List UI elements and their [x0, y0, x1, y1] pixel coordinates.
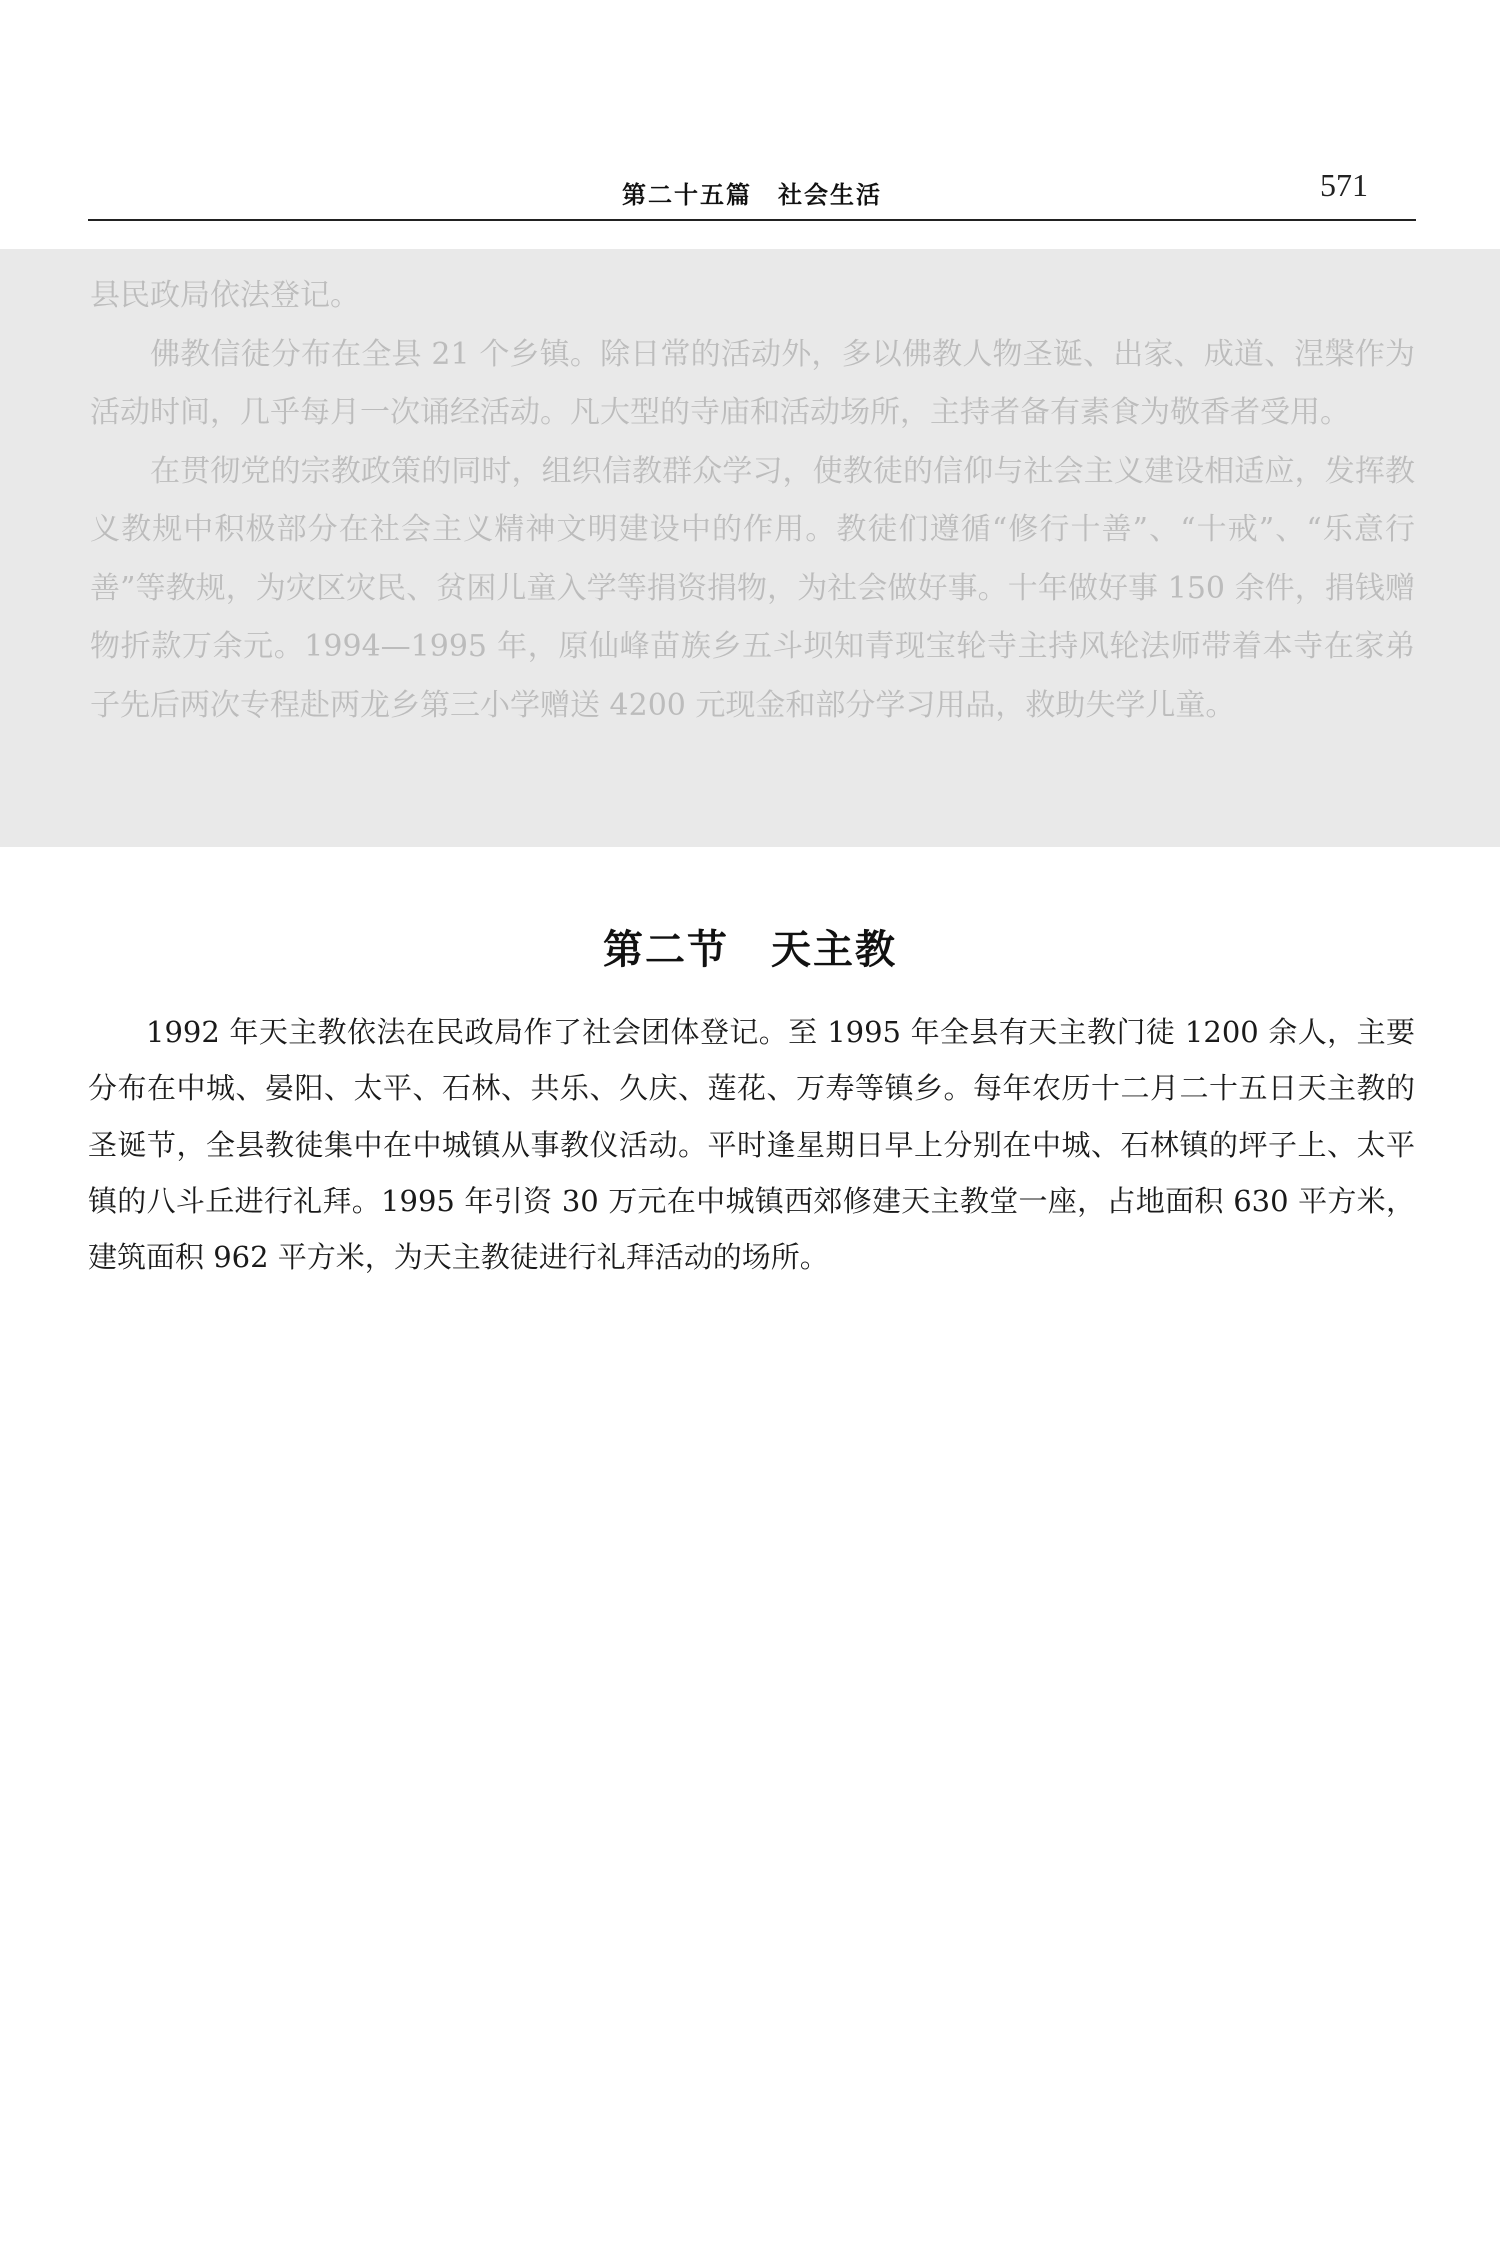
section-body	[88, 1004, 1415, 1285]
running-title: 第二十五篇 社会生活	[622, 180, 882, 209]
body-paragraph: 1992 年天主教依法在民政局作了社会团体登记。至 1995 年全县有天主教门徒 1200 余人，主要分布在中城、晏阳、太平、石林、共乐、久庆、莲花、万寿等镇乡。每年农历十二月二十五日天主教的圣诞节，全县教徒集中在中城镇从事教仪活动。平时逢星期日早上分别在中城、石林镇的坪子上、太平镇的八斗丘进行礼拜。1995 年引资 30 万元在中城镇西郊修建天主教堂一座，占地面积 630 平方米，建筑面积 962 平方米，为天主教徒进行礼拜活动的场所。	[88, 1015, 1415, 1275]
running-head	[88, 165, 1416, 225]
page-number: 571	[1320, 167, 1368, 203]
faded-paragraph: 佛教信徒分布在全县 21 个乡镇。除日常的活动外，多以佛教人物圣诞、出家、成道、涅槃作为活动时间，几乎每月一次诵经活动。凡大型的寺庙和活动场所，主持者备有素食为敬香者受用。	[90, 336, 1415, 430]
faded-previous-section	[0, 249, 1500, 847]
section-heading: 第二节 天主教	[603, 926, 897, 974]
faded-text-block	[90, 267, 1415, 735]
faded-paragraph: 县民政局依法登记。	[90, 278, 360, 313]
faded-paragraph: 在贯彻党的宗教政策的同时，组织信教群众学习，使教徒的信仰与社会主义建设相适应，发挥教义教规中积极部分在社会主义精神文明建设中的作用。教徒们遵循“修行十善”、“十戒”、“乐意行善”等教规，为灾区灾民、贫困儿童入学等捐资捐物，为社会做好事。十年做好事 150 余件，捐钱赠物折款万余元。1994—1995 年，原仙峰苗族乡五斗坝知青现宝轮寺主持风轮法师带着本寺在家弟子先后两次专程赴两龙乡第三小学赠送 4200 元现金和部分学习用品，救助失学儿童。	[90, 453, 1415, 723]
header-rule	[88, 219, 1416, 221]
